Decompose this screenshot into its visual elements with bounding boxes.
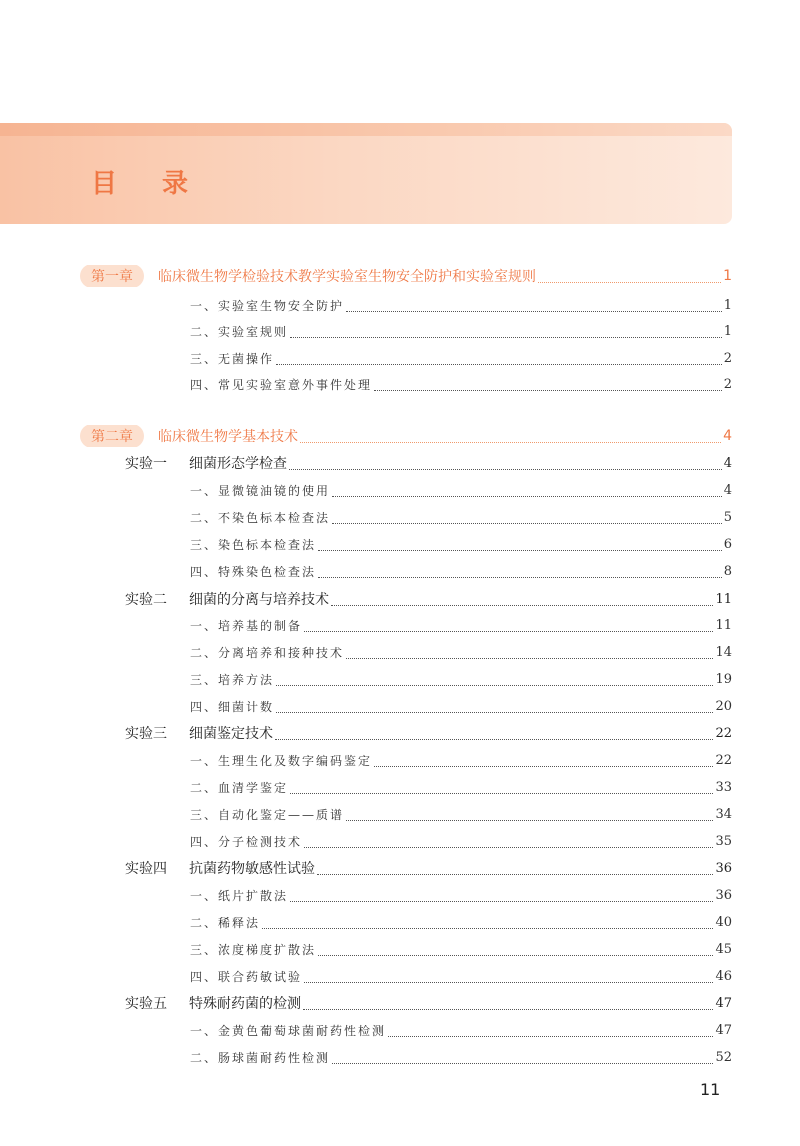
- page-ref: 1: [723, 297, 732, 313]
- page-ref: 6: [723, 536, 732, 552]
- experiment-title: 细菌的分离与培养技术: [189, 592, 329, 608]
- experiment-title: 细菌形态学检查: [189, 456, 287, 472]
- toc-experiment-3[interactable]: [125, 722, 732, 744]
- toc-section[interactable]: [190, 1046, 732, 1068]
- section-title: 二、实验室规则: [190, 324, 289, 339]
- page-ref: 46: [715, 968, 732, 984]
- toc-section[interactable]: [190, 560, 732, 582]
- section-title: 二、肠球菌耐药性检测: [190, 1050, 331, 1065]
- experiment-number: 实验五: [125, 996, 167, 1012]
- toc-chapter-2[interactable]: [80, 425, 732, 447]
- toc-section[interactable]: [190, 320, 732, 342]
- section-title: 二、分离培养和接种技术: [190, 645, 345, 660]
- toc-section[interactable]: [190, 373, 732, 395]
- toc-section[interactable]: [190, 533, 732, 555]
- leader-dots: [290, 787, 713, 794]
- section-title: 三、培养方法: [190, 672, 275, 687]
- leader-dots: [331, 599, 713, 606]
- chapter-number-chip: 第一章: [80, 265, 144, 287]
- leader-dots: [318, 949, 713, 956]
- section-title: 三、浓度梯度扩散法: [190, 942, 317, 957]
- leader-dots: [290, 331, 722, 338]
- leader-dots: [304, 625, 713, 632]
- leader-dots: [276, 358, 722, 365]
- section-title: 四、细菌计数: [190, 699, 275, 714]
- page-ref: 33: [715, 779, 732, 795]
- leader-dots: [318, 544, 722, 551]
- leader-dots: [303, 1003, 713, 1010]
- section-title: 三、无菌操作: [190, 351, 275, 366]
- leader-dots: [317, 868, 713, 875]
- page-ref: 20: [715, 698, 732, 714]
- page-ref: 5: [723, 509, 732, 525]
- page-ref: 4: [723, 428, 732, 444]
- experiment-title: 特殊耐药菌的检测: [189, 996, 301, 1012]
- toc-section[interactable]: [190, 479, 732, 501]
- leader-dots: [318, 571, 722, 578]
- toc-section[interactable]: [190, 803, 732, 825]
- page-ref: 22: [715, 752, 732, 768]
- section-title: 一、实验室生物安全防护: [190, 298, 345, 313]
- leader-dots: [276, 706, 713, 713]
- chapter-title: 临床微生物学基本技术: [158, 429, 298, 445]
- leader-dots: [289, 463, 722, 470]
- experiment-number: 实验四: [125, 861, 167, 877]
- section-title: 二、稀释法: [190, 915, 261, 930]
- leader-dots: [346, 652, 713, 659]
- section-title: 一、培养基的制备: [190, 618, 303, 633]
- toc-section[interactable]: [190, 938, 732, 960]
- section-title: 一、显微镜油镜的使用: [190, 483, 331, 498]
- page-number: 11: [700, 1080, 721, 1099]
- page-ref: 4: [723, 482, 732, 498]
- page-ref: 14: [715, 644, 732, 660]
- leader-dots: [290, 895, 713, 902]
- section-title: 二、不染色标本检查法: [190, 510, 331, 525]
- page-ref: 36: [715, 887, 732, 903]
- section-title: 四、常见实验室意外事件处理: [190, 377, 373, 392]
- leader-dots: [374, 384, 722, 391]
- section-title: 一、纸片扩散法: [190, 888, 289, 903]
- experiment-number: 实验一: [125, 456, 167, 472]
- section-title: 三、自动化鉴定——质谱: [190, 807, 345, 822]
- page-ref: 19: [715, 671, 732, 687]
- toc-section[interactable]: [190, 614, 732, 636]
- toc-experiment-5[interactable]: [125, 992, 732, 1014]
- leader-dots: [304, 976, 713, 983]
- leader-dots: [276, 679, 713, 686]
- page-ref: 47: [715, 1022, 732, 1038]
- page-ref: 47: [715, 995, 732, 1011]
- page-ref: 11: [715, 591, 732, 607]
- section-title: 一、生理生化及数字编码鉴定: [190, 753, 373, 768]
- toc-section[interactable]: [190, 294, 732, 316]
- toc-section[interactable]: [190, 830, 732, 852]
- chapter-title: 临床微生物学检验技术教学实验室生物安全防护和实验室规则: [158, 269, 536, 285]
- toc-section[interactable]: [190, 1019, 732, 1041]
- page-ref: 1: [723, 268, 732, 284]
- section-title: 二、血清学鉴定: [190, 780, 289, 795]
- leader-dots: [346, 814, 713, 821]
- page-ref: 2: [723, 350, 732, 366]
- experiment-title: 细菌鉴定技术: [189, 726, 273, 742]
- page-ref: 45: [715, 941, 732, 957]
- toc-experiment-2[interactable]: [125, 588, 732, 610]
- leader-dots: [374, 760, 713, 767]
- toc-section[interactable]: [190, 884, 732, 906]
- page-ref: 52: [715, 1049, 732, 1065]
- leader-dots: [262, 922, 713, 929]
- toc-section[interactable]: [190, 695, 732, 717]
- page-ref: 8: [723, 563, 732, 579]
- toc-experiment-1[interactable]: [125, 452, 732, 474]
- toc-section[interactable]: [190, 347, 732, 369]
- chapter-number-chip: 第二章: [80, 425, 144, 447]
- page-ref: 35: [715, 833, 732, 849]
- section-title: 四、分子检测技术: [190, 834, 303, 849]
- page-ref: 2: [723, 376, 732, 392]
- experiment-number: 实验三: [125, 726, 167, 742]
- leader-dots: [538, 276, 721, 283]
- leader-dots: [300, 436, 721, 443]
- toc-section[interactable]: [190, 506, 732, 528]
- leader-dots: [332, 1057, 713, 1064]
- page-ref: 36: [715, 860, 732, 876]
- toc-section[interactable]: [190, 749, 732, 771]
- page-ref: 11: [715, 617, 732, 633]
- section-title: 四、联合药敏试验: [190, 969, 303, 984]
- section-title: 四、特殊染色检查法: [190, 564, 317, 579]
- leader-dots: [346, 305, 722, 312]
- toc-section[interactable]: [190, 641, 732, 663]
- experiment-number: 实验二: [125, 592, 167, 608]
- section-title: 一、金黄色葡萄球菌耐药性检测: [190, 1023, 387, 1038]
- toc-chapter-1[interactable]: [80, 265, 732, 287]
- toc-section[interactable]: [190, 776, 732, 798]
- page-ref: 1: [723, 323, 732, 339]
- leader-dots: [304, 841, 713, 848]
- leader-dots: [275, 733, 713, 740]
- toc-section[interactable]: [190, 965, 732, 987]
- leader-dots: [332, 517, 722, 524]
- page-title: 目 录: [91, 169, 207, 199]
- toc-experiment-4[interactable]: [125, 857, 732, 879]
- page-ref: 40: [715, 914, 732, 930]
- page-ref: 34: [715, 806, 732, 822]
- toc-section[interactable]: [190, 668, 732, 690]
- experiment-title: 抗菌药物敏感性试验: [189, 861, 315, 877]
- leader-dots: [388, 1030, 713, 1037]
- page-ref: 4: [723, 455, 732, 471]
- leader-dots: [332, 490, 722, 497]
- toc-section[interactable]: [190, 911, 732, 933]
- section-title: 三、染色标本检查法: [190, 537, 317, 552]
- page-ref: 22: [715, 725, 732, 741]
